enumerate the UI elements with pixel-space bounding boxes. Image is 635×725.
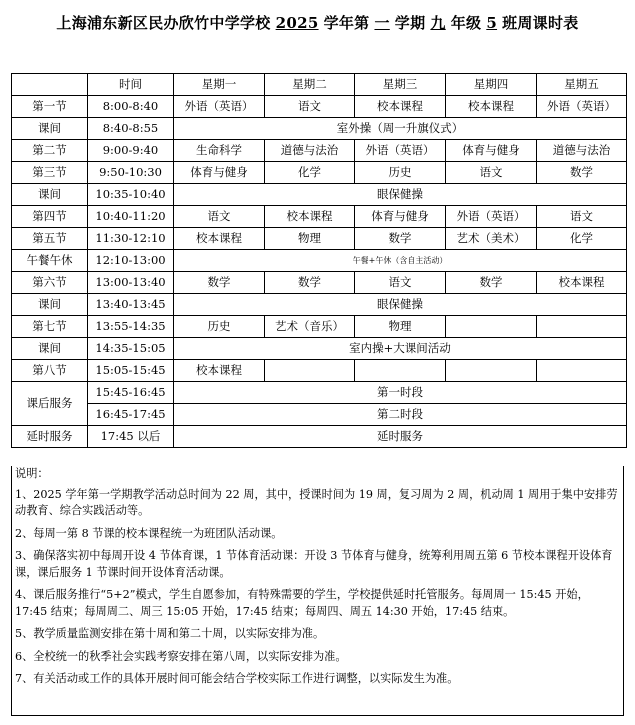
period-time: 10:35-10:40 bbox=[88, 184, 174, 206]
period-time: 17:45 以后 bbox=[88, 426, 174, 448]
note-item: 3、确保落实初中每周开设 4 节体育课，1 节体育活动课：开设 3 节体育与健身，统筹利用周五第 6 节校本课程开设体育课，课后服务 1 节课时间开设体育活动课。 bbox=[15, 549, 613, 579]
subject-cell: 数学 bbox=[355, 228, 446, 250]
table-row bbox=[12, 360, 627, 382]
subject-cell: 语文 bbox=[355, 272, 446, 294]
subject-cell: 体育与健身 bbox=[355, 206, 446, 228]
period-label: 第四节 bbox=[12, 206, 88, 228]
table-row bbox=[12, 338, 627, 360]
note-item: 4、课后服务推行“5+2”模式，学生自愿参加，有特殊需要的学生，学校提供延时托管服务。每周周一 15:45 开始，17:45 结束；每周周二、周三 15:05 开始，17:45 结束；每周四、周五 14:30 开始，17:45 结束。 bbox=[15, 588, 589, 618]
subject-cell: 校本课程 bbox=[355, 96, 446, 118]
subject-cell: 外语（英语） bbox=[537, 96, 627, 118]
subject-cell: 语文 bbox=[537, 206, 627, 228]
table-row bbox=[12, 206, 627, 228]
period-time: 13:55-14:35 bbox=[88, 316, 174, 338]
table-row bbox=[12, 272, 627, 294]
activity-cell: 眼保健操 bbox=[174, 294, 627, 316]
subject-cell bbox=[265, 360, 355, 382]
period-label: 第一节 bbox=[12, 96, 88, 118]
period-label: 课间 bbox=[12, 118, 88, 140]
period-time: 13:40-13:45 bbox=[88, 294, 174, 316]
header-row bbox=[12, 74, 627, 96]
column-header bbox=[12, 74, 88, 96]
subject-cell: 历史 bbox=[174, 316, 265, 338]
period-label: 第八节 bbox=[12, 360, 88, 382]
subject-cell: 数学 bbox=[446, 272, 537, 294]
period-time: 14:35-15:05 bbox=[88, 338, 174, 360]
note-item: 7、有关活动或工作的具体开展时间可能会结合学校实际工作进行调整，以实际发生为准。 bbox=[15, 672, 459, 685]
period-time: 8:00-8:40 bbox=[88, 96, 174, 118]
subject-cell: 校本课程 bbox=[174, 228, 265, 250]
activity-cell: 室内操+大课间活动 bbox=[174, 338, 627, 360]
table-row bbox=[12, 162, 627, 184]
column-header: 星期四 bbox=[446, 74, 537, 96]
period-label: 第五节 bbox=[12, 228, 88, 250]
column-header: 时间 bbox=[88, 74, 174, 96]
activity-cell: 第二时段 bbox=[174, 404, 627, 426]
subject-cell: 数学 bbox=[265, 272, 355, 294]
period-label: 课间 bbox=[12, 338, 88, 360]
notes-heading: 说明： bbox=[15, 467, 49, 480]
subject-cell bbox=[537, 360, 627, 382]
period-label: 课间 bbox=[12, 294, 88, 316]
subject-cell: 校本课程 bbox=[174, 360, 265, 382]
table-row bbox=[12, 140, 627, 162]
title-text-4: 班周课时表 bbox=[502, 14, 579, 32]
subject-cell: 语文 bbox=[446, 162, 537, 184]
note-item: 2、每周一第 8 节课的校本课程统一为班团队活动课。 bbox=[15, 526, 283, 540]
subject-cell: 艺术（音乐） bbox=[265, 316, 355, 338]
subject-cell bbox=[355, 360, 446, 382]
grade: 九 bbox=[430, 14, 446, 32]
title-text-3: 年级 bbox=[450, 14, 482, 32]
class-number: 5 bbox=[486, 14, 498, 32]
subject-cell: 历史 bbox=[355, 162, 446, 184]
column-header: 星期三 bbox=[355, 74, 446, 96]
table-row bbox=[12, 96, 627, 118]
school-name: 上海浦东新区民办欣竹中学学校 bbox=[56, 14, 271, 32]
period-time: 9:50-10:30 bbox=[88, 162, 174, 184]
page-title bbox=[0, 12, 635, 33]
period-label: 午餐午休 bbox=[12, 250, 88, 272]
subject-cell: 体育与健身 bbox=[446, 140, 537, 162]
subject-cell: 外语（英语） bbox=[355, 140, 446, 162]
table-row bbox=[12, 404, 627, 426]
subject-cell: 校本课程 bbox=[446, 96, 537, 118]
subject-cell: 数学 bbox=[537, 162, 627, 184]
subject-cell: 生命科学 bbox=[174, 140, 265, 162]
period-time: 16:45-17:45 bbox=[88, 404, 174, 426]
table-row bbox=[12, 316, 627, 338]
subject-cell bbox=[446, 360, 537, 382]
notes-section bbox=[11, 466, 624, 716]
period-label: 课后服务 bbox=[12, 382, 88, 426]
period-label: 第三节 bbox=[12, 162, 88, 184]
subject-cell: 校本课程 bbox=[537, 272, 627, 294]
table-row bbox=[12, 250, 627, 272]
timetable bbox=[11, 73, 627, 448]
subject-cell: 化学 bbox=[537, 228, 627, 250]
column-header: 星期五 bbox=[537, 74, 627, 96]
period-time: 13:00-13:40 bbox=[88, 272, 174, 294]
note-item: 6、全校统一的秋季社会实践考察安排在第八周，以实际安排为准。 bbox=[15, 649, 347, 663]
term: 一 bbox=[374, 14, 390, 32]
subject-cell: 道德与法治 bbox=[537, 140, 627, 162]
activity-cell: 午餐+午休（含自主活动） bbox=[174, 250, 627, 272]
table-row bbox=[12, 426, 627, 448]
subject-cell: 物理 bbox=[265, 228, 355, 250]
subject-cell: 语文 bbox=[265, 96, 355, 118]
period-time: 9:00-9:40 bbox=[88, 140, 174, 162]
title-text-1: 学年第 bbox=[323, 14, 370, 32]
subject-cell bbox=[446, 316, 537, 338]
subject-cell: 体育与健身 bbox=[174, 162, 265, 184]
table-row bbox=[12, 382, 627, 404]
table-row bbox=[12, 228, 627, 250]
column-header: 星期一 bbox=[174, 74, 265, 96]
subject-cell: 化学 bbox=[265, 162, 355, 184]
period-label: 课间 bbox=[12, 184, 88, 206]
school-year: 2025 bbox=[275, 14, 319, 32]
activity-cell: 眼保健操 bbox=[174, 184, 627, 206]
period-label: 第六节 bbox=[12, 272, 88, 294]
subject-cell: 外语（英语） bbox=[174, 96, 265, 118]
title-text-2: 学期 bbox=[394, 14, 426, 32]
column-header: 星期二 bbox=[265, 74, 355, 96]
activity-cell: 延时服务 bbox=[174, 426, 627, 448]
table-row bbox=[12, 184, 627, 206]
period-label: 第二节 bbox=[12, 140, 88, 162]
table-row bbox=[12, 294, 627, 316]
period-label: 延时服务 bbox=[12, 426, 88, 448]
subject-cell bbox=[537, 316, 627, 338]
period-time: 8:40-8:55 bbox=[88, 118, 174, 140]
period-time: 15:45-16:45 bbox=[88, 382, 174, 404]
note-item: 5、教学质量监测安排在第十周和第二十周，以实际安排为准。 bbox=[15, 627, 325, 640]
subject-cell: 外语（英语） bbox=[446, 206, 537, 228]
period-label: 第七节 bbox=[12, 316, 88, 338]
subject-cell: 语文 bbox=[174, 206, 265, 228]
note-item: 1、2025 学年第一学期教学活动总时间为 22 周，其中，授课时间为 19 周，复习周为 2 周，机动周 1 周用于集中安排劳动教育、综合实践活动等。 bbox=[15, 487, 618, 517]
period-time: 11:30-12:10 bbox=[88, 228, 174, 250]
activity-cell: 室外操（周一升旗仪式） bbox=[174, 118, 627, 140]
subject-cell: 物理 bbox=[355, 316, 446, 338]
subject-cell: 艺术（美术） bbox=[446, 228, 537, 250]
period-time: 10:40-11:20 bbox=[88, 206, 174, 228]
subject-cell: 道德与法治 bbox=[265, 140, 355, 162]
activity-cell: 第一时段 bbox=[174, 382, 627, 404]
period-time: 12:10-13:00 bbox=[88, 250, 174, 272]
table-row bbox=[12, 118, 627, 140]
period-time: 15:05-15:45 bbox=[88, 360, 174, 382]
subject-cell: 校本课程 bbox=[265, 206, 355, 228]
subject-cell: 数学 bbox=[174, 272, 265, 294]
